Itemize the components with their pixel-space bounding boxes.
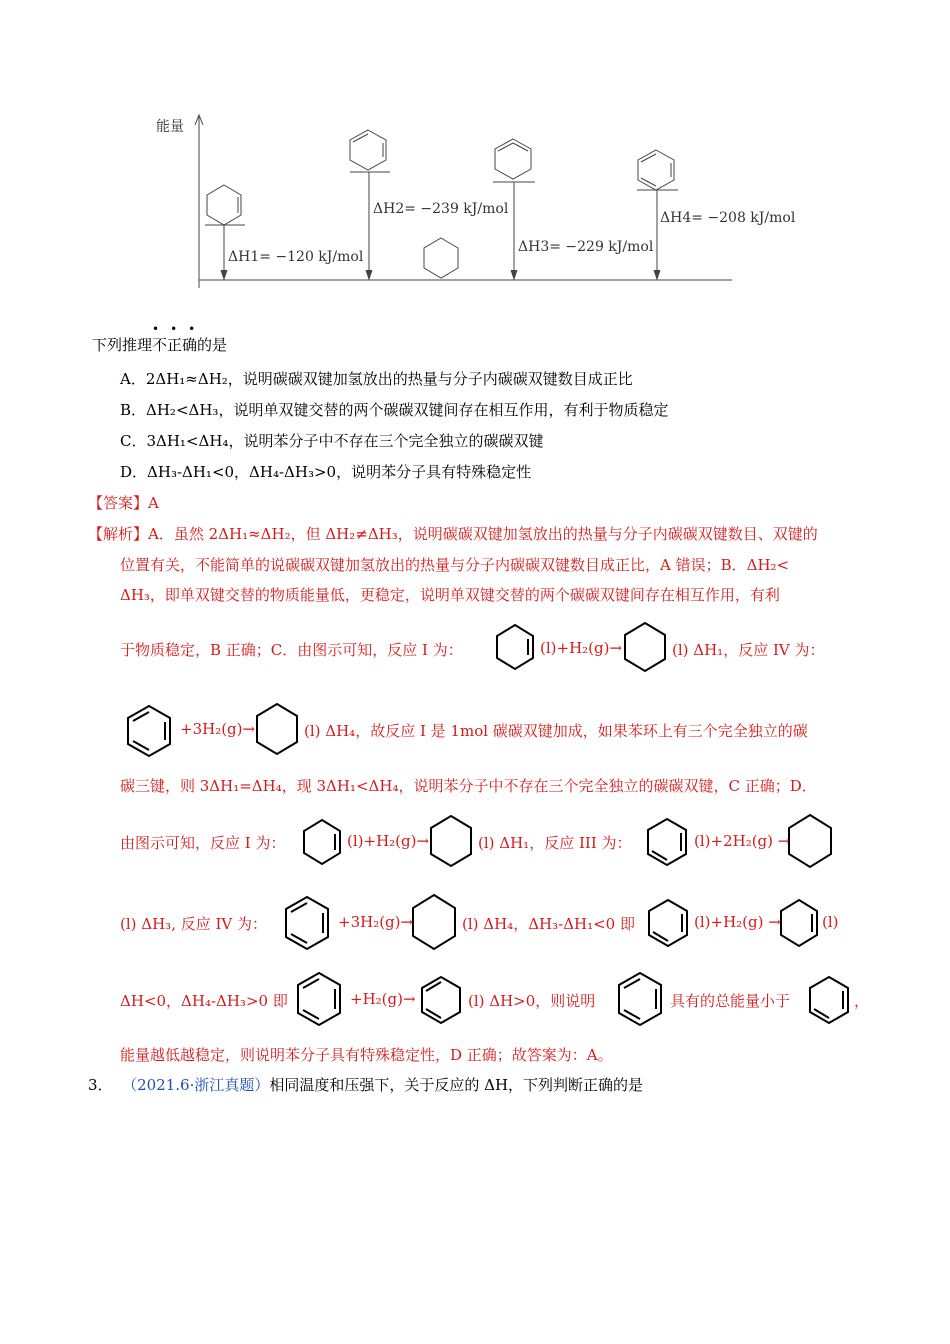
analysis-line-10: 能量越低越稳定，则说明苯分子具有特殊稳定性，D 正确；故答案为：A。 bbox=[120, 1046, 613, 1064]
analysis-line-1: 【解析】A．虽然 2ΔH₁≈ΔH₂，但 ΔH₂≠ΔH₃，说明碳碳双键加氢放出的热量与分子内碳碳双键数目、双键的 bbox=[88, 525, 818, 543]
analysis-line-9a: ΔH<0，ΔH₄-ΔH₃>0 即 bbox=[120, 992, 288, 1010]
cyclohexane-icon bbox=[410, 892, 458, 952]
cyclohexadiene-icon bbox=[645, 897, 691, 949]
analysis-line-3: ΔH₃，即单双键交替的物质能量低，更稳定，说明单双键交替的两个碳碳双键间存在相互作用，有利 bbox=[120, 586, 780, 604]
cyclohexadiene-icon bbox=[644, 816, 690, 868]
analysis-line-7c: (l) ΔH₁，反应 III 为： bbox=[478, 834, 632, 852]
cyclohexene-icon bbox=[207, 185, 241, 225]
analysis-line-9d: 具有的总能量小于 bbox=[670, 992, 791, 1010]
benzene-icon bbox=[638, 150, 674, 190]
analysis-line-8b: +3H₂(g)→ bbox=[338, 913, 414, 931]
analysis-line-8c: (l) ΔH₄，ΔH₃-ΔH₁<0 即 bbox=[462, 915, 635, 933]
option-a: A．2ΔH₁≈ΔH₂，说明碳碳双键加氢放出的热量与分子内碳碳双键数目成正比 bbox=[120, 370, 633, 388]
analysis-line-5b: (l) ΔH₄，故反应 I 是 1mol 碳碳双键加成，如果苯环上有三个完全独立的碳 bbox=[304, 722, 808, 740]
analysis-line-9b: +H₂(g)→ bbox=[350, 990, 416, 1008]
analysis-line-7d: (l)+2H₂(g) → bbox=[694, 832, 791, 850]
analysis-line-5a: +3H₂(g)→ bbox=[180, 720, 256, 738]
cyclohexane-icon bbox=[786, 812, 834, 870]
benzene-icon bbox=[294, 970, 344, 1028]
analysis-line-8a: (l) ΔH₃, 反应 IV 为： bbox=[120, 915, 268, 933]
question-3: 3． （2021.6·浙江真题）相同温度和压强下，关于反应的 ΔH，下列判断正确的是 bbox=[88, 1076, 644, 1094]
cyclohexene-icon bbox=[494, 622, 536, 672]
cyclohexene-icon bbox=[301, 817, 343, 867]
dh1-label: ΔH1= −120 kJ/mol bbox=[228, 249, 364, 265]
analysis-line-4c: (l) ΔH₁，反应 IV 为： bbox=[672, 641, 825, 659]
benzene-icon bbox=[615, 970, 665, 1028]
question-3-source: （2021.6·浙江真题） bbox=[122, 1076, 270, 1094]
cyclohexadiene-13-icon bbox=[350, 130, 386, 170]
option-d: D．ΔH₃-ΔH₁<0，ΔH₄-ΔH₃>0，说明苯分子具有特殊稳定性 bbox=[120, 463, 532, 481]
analysis-line-9e: ， bbox=[854, 992, 870, 1010]
energy-diagram-svg bbox=[150, 105, 796, 305]
analysis-line-8d: (l)+H₂(g) → bbox=[694, 913, 781, 931]
dh3-label: ΔH3= −229 kJ/mol bbox=[518, 239, 654, 255]
analysis-line-2: 位置有关，不能简单的说碳碳双键加氢放出的热量与分子内碳碳双键数目成正比，A 错误；B．ΔH₂< bbox=[120, 556, 790, 574]
option-c: C．3ΔH₁<ΔH₄，说明苯分子中不存在三个完全独立的碳碳双键 bbox=[120, 432, 544, 450]
dh4-label: ΔH4= −208 kJ/mol bbox=[660, 210, 796, 226]
emphasis-text: 不正确 ••• bbox=[152, 322, 207, 354]
y-axis-label: 能量 bbox=[156, 119, 184, 135]
cyclohexane-icon bbox=[424, 238, 458, 278]
analysis-line-7a: 由图示可知，反应 I 为： bbox=[120, 834, 286, 852]
cyclohexadiene-icon bbox=[806, 974, 852, 1026]
option-b: B．ΔH₂<ΔH₃，说明单双键交替的两个碳碳双键间存在相互作用，有利于物质稳定 bbox=[120, 401, 669, 419]
dh2-label: ΔH2= −239 kJ/mol bbox=[373, 201, 509, 217]
energy-diagram bbox=[150, 105, 796, 305]
analysis-line-8e: (l) bbox=[822, 913, 839, 931]
cyclohexane-icon bbox=[428, 813, 474, 869]
cyclohexadiene-icon bbox=[495, 139, 531, 179]
analysis-line-7b: (l)+H₂(g)→ bbox=[347, 832, 430, 850]
analysis-line-9c: (l) ΔH>0，则说明 bbox=[468, 992, 596, 1010]
cyclohexadiene-icon bbox=[418, 974, 464, 1026]
question-stem: 下列推理不正确 ••• 的是 bbox=[92, 322, 228, 354]
answer: 【答案】A bbox=[88, 494, 159, 512]
analysis-line-4a: 于物质稳定，B 正确；C．由图示可知，反应 I 为： bbox=[120, 641, 463, 659]
analysis-line-4b: (l)+H₂(g)→ bbox=[540, 639, 623, 657]
analysis-line-6: 碳三键，则 3ΔH₁=ΔH₄，现 3ΔH₁<ΔH₄，说明苯分子中不存在三个完全独立的碳碳双键，C 正确；D． bbox=[120, 777, 817, 795]
cyclohexane-icon bbox=[622, 620, 668, 674]
cyclohexane-icon bbox=[254, 701, 300, 757]
cyclohexene-icon bbox=[778, 897, 820, 949]
benzene-icon bbox=[282, 894, 332, 952]
benzene-icon bbox=[124, 703, 174, 759]
